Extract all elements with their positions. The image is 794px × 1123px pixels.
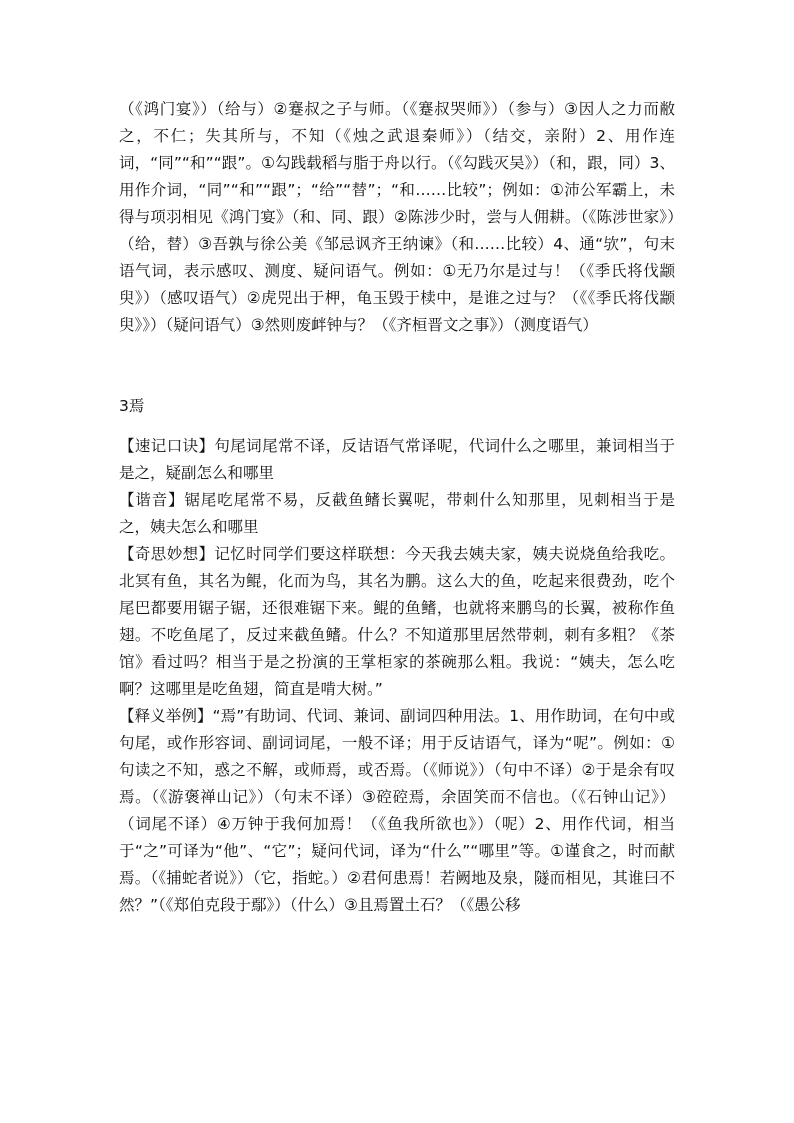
section-heading-yan: 3焉: [119, 397, 145, 415]
paragraph-mnemonic: 【速记口诀】句尾词尾常不译，反诘语气常译呢，代词什么之哪里，兼词相当于是之，疑副怎么和哪里: [119, 437, 675, 482]
document-body: [119, 96, 675, 919]
paragraph-imagination: 【奇思妙想】记忆时同学们要这样联想：今天我去姨夫家，姨夫说烧鱼给我吃。北冥有鱼，其名为鲲，化而为鸟，其名为鹏。这么大的鱼，吃起来很费劲，吃个尾巴都要用锯子锯，还很难锯下来。鲲的鱼鳍，也就将来鹏鸟的长翼，被称作鱼翅。不吃鱼尾了，反过来截鱼鳍。什么？不知道那里居然带刺，刺有多粗？《茶馆》看过吗？相当于是之扮演的王掌柜家的茶碗那么粗。我说：“姨夫，怎么吃啊？这哪里是吃鱼翅，简直是啃大树。”: [119, 545, 675, 698]
paragraph-yu-usages: （《鸿门宴》）（给与）②蹇叔之子与师。（《蹇叔哭师》）（参与）③因人之力而敝之，不仁；失其所与，不知（《烛之武退秦师》）（结交，亲附）2、用作连词，“同”“和”“跟”。①勾践载稻与脂于舟以行。（《勾践灭吴》）（和，跟，同）3、用作介词，“同”“和”“跟”；“给”“替”；“和……比较”；例如：①沛公军霸上，未得与项羽相见《鸿门宴》（和、同、跟）②陈涉少时，尝与人佣耕。（《陈涉世家》）（给，替）③吾孰与徐公美《邹忌讽齐王纳谏》（和……比较）4、通“欤”，句末语气词，表示感叹、测度、疑问语气。例如：①无乃尔是过与！（《季氏将伐颛臾》）（感叹语气）②虎兕出于柙，龟玉毁于椟中，是谁之过与？（《《季氏将伐颛臾》》）（疑问语气）③然则废衅钟与？（《齐桓晋文之事》）（测度语气）: [119, 100, 675, 334]
paragraph-homophone: 【谐音】锯尾吃尾常不易，反截鱼鳍长翼呢，带刺什么知那里，见刺相当于是之，姨夫怎么和哪里: [119, 491, 675, 536]
paragraph-explanation: 【释义举例】“焉”有助词、代词、兼词、副词四种用法。1、用作助词，在句中或句尾，或作形容词、副词词尾，一般不译；用于反诘语气，译为“呢”。例如：①句读之不知，惑之不解，或师焉，或否焉。（《师说》）（句中不译）②于是余有叹焉。（《游褒禅山记》）（句末不译）③硿硿焉，余固笑而不信也。（《石钟山记》）（词尾不译）④万钟于我何加焉！（《鱼我所欲也》）（呢）2、用作代词，相当于“之”可译为“他”、“它”；疑问代词，译为“什么”“哪里”等。①谨食之，时而献焉。（《捕蛇者说》）（它，指蛇。）②君何患焉！若阙地及泉，隧而相见，其谁曰不然？”（《郑伯克段于鄢》）（什么）③且焉置土石？（《愚公移: [119, 707, 675, 914]
